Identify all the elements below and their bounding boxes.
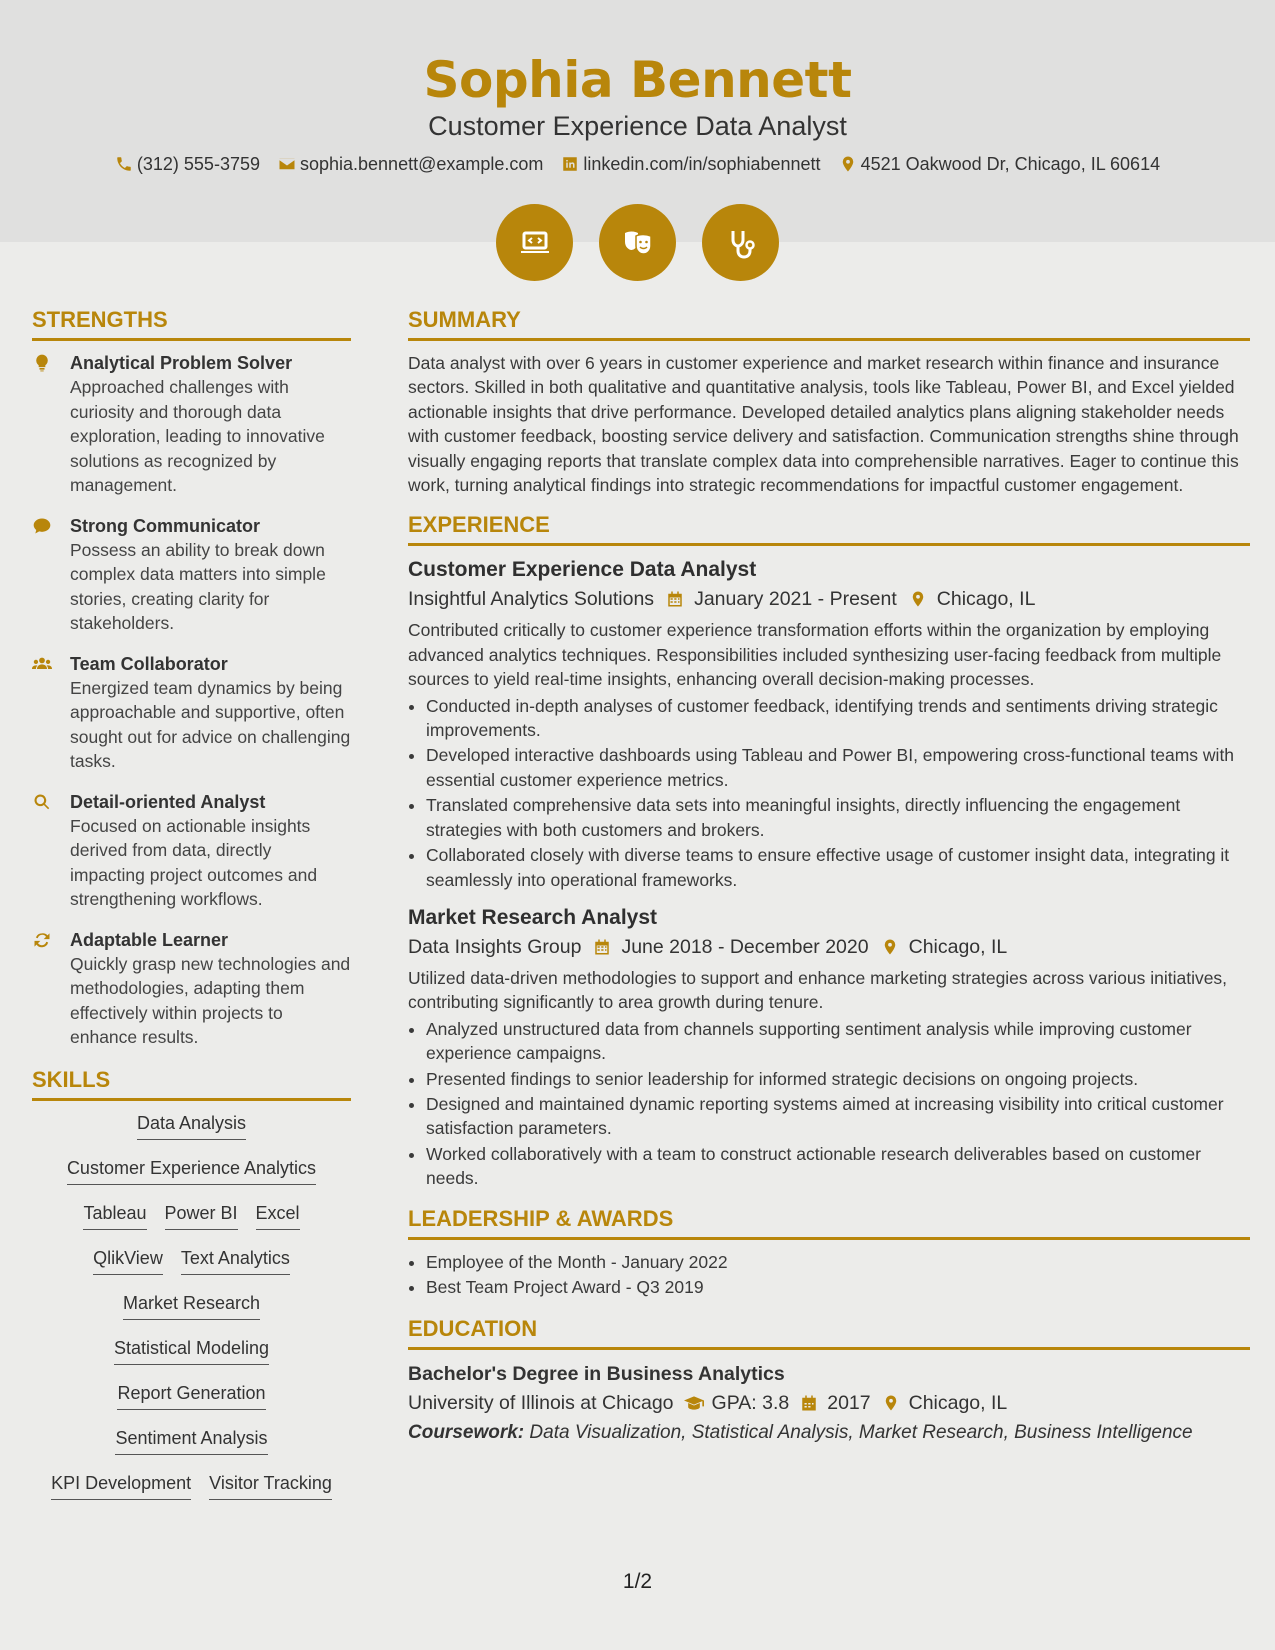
strengths-list <box>32 351 351 1050</box>
summary-text: Data analyst with over 6 years in customer experience and market research within finance and insurance sectors. Skilled in both qualitative and quantitative analysis, tools like Tableau, Power BI, and Excel yielded actionable insights that drive performance. Developed detailed analytics plans aligning stakeholder needs with customer feedback, boosting service delivery and satisfaction. Communication strengths shine through visually engaging reports that translate complex data into comprehensible narratives. Eager to continue this work, turning analytical findings into strategic recommendations for impactful customer engagement. <box>408 353 1239 496</box>
awards-list <box>408 1250 1250 1300</box>
experience-heading: EXPERIENCE <box>408 511 1250 546</box>
job-bullet: • Conducted in-depth analyses of customer feedback, identifying trends and sentiments driving strategic improvements. <box>426 694 1250 743</box>
candidate-title: Customer Experience Data Analyst <box>428 111 847 141</box>
interest-icons <box>0 204 1275 281</box>
job-location: Chicago, IL <box>936 588 1036 611</box>
skill-tag: Report Generation <box>117 1381 265 1410</box>
map-pin-icon <box>881 938 899 956</box>
map-pin-icon <box>881 1394 901 1412</box>
skill-tag: Tableau <box>83 1201 146 1230</box>
strength-item <box>32 790 351 912</box>
linkedin-icon <box>561 155 579 173</box>
job-location: Chicago, IL <box>908 935 1008 958</box>
skill-tag: Statistical Modeling <box>114 1336 269 1365</box>
experience-list <box>408 556 1250 1190</box>
skill-row <box>32 1246 351 1291</box>
strengths-heading: STRENGTHS <box>32 306 351 341</box>
contact-phone[interactable] <box>115 152 260 176</box>
sync-icon <box>32 928 70 1050</box>
strength-item <box>32 652 351 774</box>
strength-item <box>32 928 351 1050</box>
job-description: Utilized data-driven methodologies to support and enhance marketing strategies across various initiatives, contributing significantly to area growth during tenure. <box>408 967 1228 1013</box>
job-meta <box>408 584 1250 614</box>
job-bullets <box>408 1017 1250 1191</box>
education-location: Chicago, IL <box>908 1392 1008 1415</box>
skills-heading: SKILLS <box>32 1066 351 1101</box>
skill-row <box>32 1336 351 1381</box>
strength-title: Detail-oriented Analyst <box>70 791 266 812</box>
candidate-name: Sophia Bennett <box>423 51 852 109</box>
job-dates: June 2018 - December 2020 <box>621 935 869 958</box>
strength-desc: Energized team dynamics by being approachable and supportive, often sought out for advice on challenging tasks. <box>70 677 351 771</box>
skill-tag: KPI Development <box>51 1471 191 1500</box>
strength-item <box>32 351 351 498</box>
interest-circle <box>496 204 573 281</box>
job-bullet: • Analyzed unstructured data from channels supporting sentiment analysis while improving customer experience campaigns. <box>426 1017 1250 1066</box>
left-column <box>32 306 351 1516</box>
education-school: University of Illinois at Chicago <box>408 1392 674 1415</box>
job-bullets <box>408 694 1250 892</box>
education-year: 2017 <box>827 1392 871 1415</box>
graduation-cap-icon <box>684 1394 704 1412</box>
job-bullet: • Designed and maintained dynamic reporting systems aimed at increasing visibility into critical customer satisfaction parameters. <box>426 1092 1250 1141</box>
contact-bar <box>0 152 1275 176</box>
coursework-label: Coursework: <box>408 1422 525 1444</box>
education-coursework <box>408 1418 1250 1448</box>
coursework-text: Data Visualization, Statistical Analysis, Market Research, Business Intelligence <box>529 1422 1193 1444</box>
skill-tag: Visitor Tracking <box>209 1471 332 1500</box>
summary-heading: SUMMARY <box>408 306 1250 341</box>
education-gpa: GPA: 3.8 <box>711 1392 790 1415</box>
map-pin-icon <box>839 155 857 173</box>
resume-header <box>0 0 1275 242</box>
job-bullet: • Presented findings to senior leadership for informed strategic decisions on ongoing projects. <box>426 1067 1250 1091</box>
job-dates: January 2021 - Present <box>694 588 897 611</box>
skill-row <box>32 1471 351 1516</box>
skill-tag: Customer Experience Analytics <box>67 1156 316 1185</box>
job-meta <box>408 932 1250 962</box>
awards-heading: LEADERSHIP & AWARDS <box>408 1205 1250 1240</box>
calendar-icon <box>799 1394 819 1412</box>
lightbulb-icon <box>32 351 70 498</box>
address-text: 4521 Oakwood Dr, Chicago, IL 60614 <box>860 154 1161 174</box>
search-icon <box>32 790 70 912</box>
job-entry <box>408 556 1250 891</box>
strength-desc: Possess an ability to break down complex data matters into simple stories, creating clarity for stakeholders. <box>70 539 326 633</box>
page-number: 1/2 <box>622 1570 653 1593</box>
strength-item <box>32 514 351 636</box>
award-item: • Employee of the Month - January 2022 <box>426 1250 1250 1274</box>
skill-tag: Power BI <box>165 1201 238 1230</box>
skill-row <box>32 1156 351 1201</box>
award-item: • Best Team Project Award - Q3 2019 <box>426 1275 1250 1299</box>
education-meta <box>408 1388 1250 1418</box>
strength-title: Team Collaborator <box>70 653 228 674</box>
map-pin-icon <box>909 590 927 608</box>
skills-list <box>32 1111 351 1516</box>
education-degree: Bachelor's Degree in Business Analytics <box>408 1363 785 1386</box>
skill-row <box>32 1201 351 1246</box>
strength-desc: Approached challenges with curiosity and thorough data exploration, leading to innovative solutions as recognized by management. <box>70 377 325 495</box>
contact-address <box>839 152 1161 176</box>
skill-tag: Sentiment Analysis <box>115 1426 267 1455</box>
phone-text: (312) 555-3759 <box>136 154 260 174</box>
job-description: Contributed critically to customer experience transformation efforts within the organization by employing advanced analytics techniques. Responsibilities included synthesizing user-facing feedback from multiple sources to yield real-time insights, enhancing overall decision-making processes. <box>408 620 1222 690</box>
strength-title: Analytical Problem Solver <box>70 353 293 373</box>
skill-tag: Text Analytics <box>181 1246 290 1275</box>
skill-row <box>32 1381 351 1426</box>
calendar-icon <box>666 590 684 608</box>
job-company: Data Insights Group <box>408 935 582 958</box>
comment-icon <box>32 514 70 636</box>
skill-tag: Excel <box>256 1201 300 1230</box>
skill-row <box>32 1291 351 1336</box>
right-column <box>408 306 1250 1448</box>
users-icon <box>32 652 70 774</box>
skill-tag: Market Research <box>123 1291 260 1320</box>
email-text: sophia.bennett@example.com <box>299 154 544 174</box>
job-title: Customer Experience Data Analyst <box>408 558 757 582</box>
job-bullet: • Translated comprehensive data sets into meaningful insights, directly influencing the engagement strategies with both customers and brokers. <box>426 793 1250 842</box>
calendar-icon <box>593 938 611 956</box>
linkedin-text: linkedin.com/in/sophiabennett <box>583 154 821 174</box>
job-bullet: • Worked collaboratively with a team to construct actionable research deliverables based on customer needs. <box>426 1142 1250 1191</box>
job-entry <box>408 904 1250 1191</box>
strength-desc: Focused on actionable insights derived from data, directly impacting project outcomes and strengthening workflows. <box>70 815 318 909</box>
contact-linkedin[interactable] <box>561 152 820 176</box>
job-company: Insightful Analytics Solutions <box>408 588 655 611</box>
contact-email[interactable] <box>278 152 543 176</box>
strength-title: Strong Communicator <box>70 515 261 536</box>
job-bullet: • Developed interactive dashboards using Tableau and Power BI, empowering cross-functional teams with essential customer experience metrics. <box>426 743 1250 792</box>
education-heading: EDUCATION <box>408 1315 1250 1350</box>
laptop-code-icon <box>515 223 555 263</box>
skill-row <box>32 1426 351 1471</box>
job-title: Market Research Analyst <box>408 905 658 929</box>
skill-tag: Data Analysis <box>137 1111 246 1140</box>
envelope-icon <box>278 155 296 173</box>
strength-desc: Quickly grasp new technologies and methodologies, adapting them effectively within projects to enhance results. <box>70 953 351 1047</box>
skill-row <box>32 1111 351 1156</box>
job-bullet: • Collaborated closely with diverse teams to ensure effective usage of customer insight data, integrating it seamlessly into operational frameworks. <box>426 843 1250 892</box>
stethoscope-icon <box>721 223 761 263</box>
skill-tag: QlikView <box>93 1246 163 1275</box>
interest-circle <box>702 204 779 281</box>
strength-title: Adaptable Learner <box>70 929 229 950</box>
phone-icon <box>115 155 133 173</box>
interest-circle <box>599 204 676 281</box>
theater-masks-icon <box>618 223 658 263</box>
